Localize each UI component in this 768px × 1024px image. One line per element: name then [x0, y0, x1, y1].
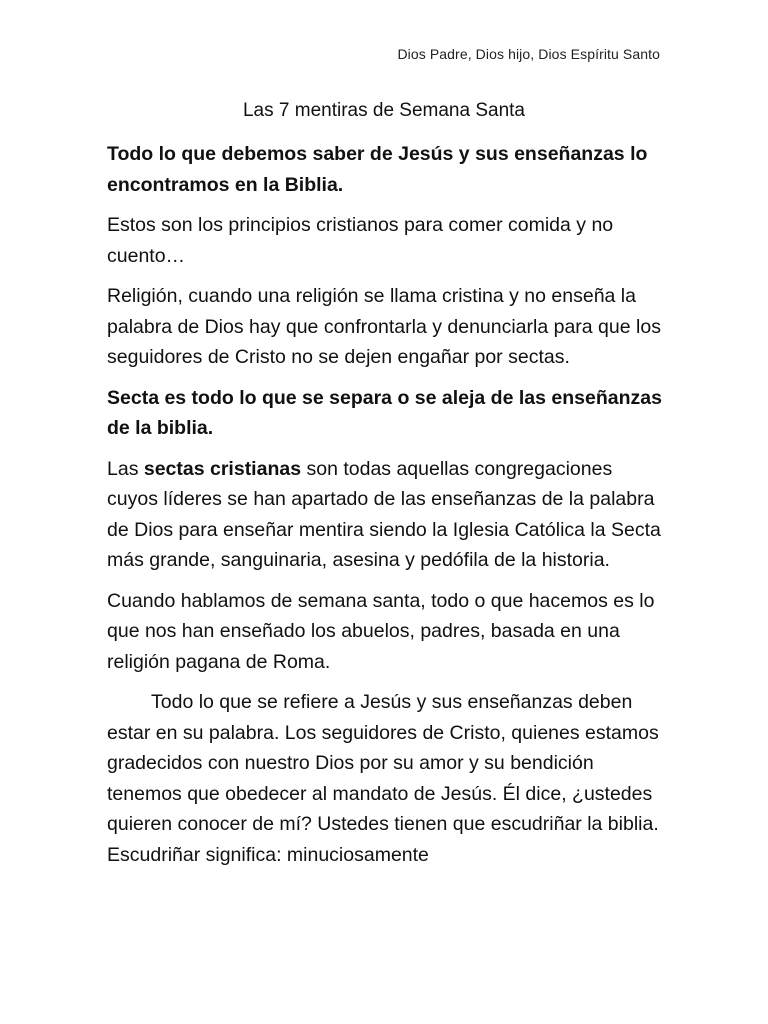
paragraph-5-prefix: Las: [107, 457, 144, 480]
document-body: [107, 139, 667, 880]
sectas-cristianas-emphasis: sectas cristianas: [143, 457, 302, 480]
running-header: Dios Padre, Dios hijo, Dios Espíritu Santo: [397, 46, 660, 62]
paragraph-5-rest: son todas aquellas congregaciones cuyos líderes se han apartado de las enseñanzas de la palabra de Dios para enseñar mentira siendo la Iglesia Católica la Secta más grande, sanguinaria, asesina y pedófila de la historia.: [107, 457, 661, 571]
paragraph-2: Estos son los principios cristianos para comer comida y no cuento…: [107, 214, 614, 267]
paragraph-5: [107, 454, 667, 576]
paragraph-3: Religión, cuando una religión se llama cristina y no enseña la palabra de Dios hay que confrontarla y denunciarla para que los seguidores de Cristo no se dejen engañar por sectas.: [107, 285, 661, 368]
paragraph-1: Todo lo que debemos saber de Jesús y sus enseñanzas lo encontramos en la Biblia.: [107, 143, 648, 196]
paragraph-6: Cuando hablamos de semana santa, todo o que hacemos es lo que nos han enseñado los abuelos, padres, basada en una religión pagana de Roma.: [107, 589, 655, 673]
paragraph-4: Secta es todo lo que se separa o se aleja de las enseñanzas de la biblia.: [107, 386, 662, 439]
document-title: Las 7 mentiras de Semana Santa: [242, 100, 525, 121]
paragraph-7: Todo lo que se refiere a Jesús y sus enseñanzas deben estar en su palabra. Los seguidores de Cristo, quienes estamos gradecidos con nuestro Dios por su amor y su bendición tenemos que obedecer al mandato de Jesús. Él dice, ¿ustedes quieren conocer de mí? Ustedes tienen que escudriñar la biblia. Escudriñar significa: minuciosamente: [107, 691, 659, 866]
